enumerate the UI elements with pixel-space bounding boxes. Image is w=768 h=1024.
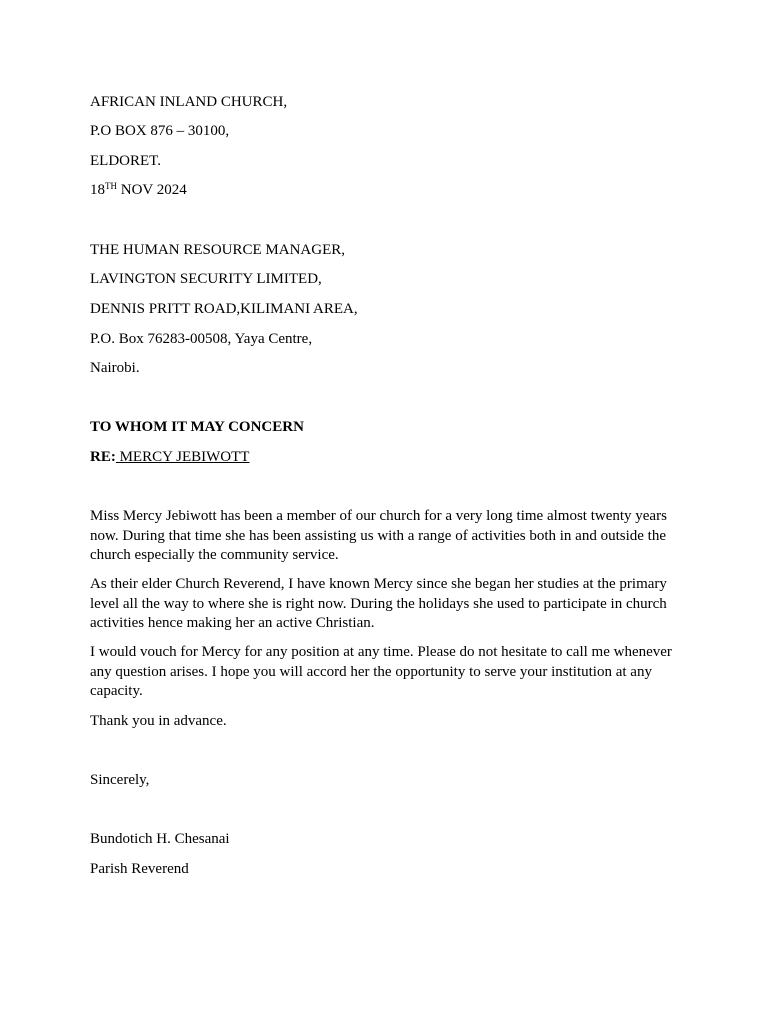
body-paragraph-1: Miss Mercy Jebiwott has been a member of our church for a very long time almost twenty years now. During that time she has been assisting us with a range of activities both in and outside the church especially the community service. [90, 508, 667, 563]
sender-town: ELDORET. [90, 153, 161, 169]
date-rest: NOV 2024 [117, 182, 187, 198]
sender-box: P.O BOX 876 – 30100, [90, 123, 230, 139]
signature-name: Bundotich H. Chesanai [90, 831, 230, 847]
body-paragraph-3: I would vouch for Mercy for any position at any time. Please do not hesitate to call me whenever any question arises. I hope you will accord her the opportunity to serve your institution at any capacity. [90, 644, 672, 699]
body-paragraph-2: As their elder Church Reverend, I have known Mercy since she began her studies at the primary level all the way to where she is right now. During the holidays she used to participate in church activities hence making her an active Christian. [90, 576, 667, 631]
subject-name: MERCY JEBIWOTT [115, 449, 250, 465]
signature-title: Parish Reverend [90, 861, 189, 877]
subject-prefix: RE: [90, 449, 116, 465]
subject-line [90, 448, 249, 466]
closing: Sincerely, [90, 772, 150, 788]
recipient-city: Nairobi. [90, 360, 140, 376]
recipient-box: P.O. Box 76283-00508, Yaya Centre, [90, 331, 313, 347]
recipient-road: DENNIS PRITT ROAD,KILIMANI AREA, [90, 301, 358, 317]
date-day: 18 [90, 182, 105, 198]
letter-date [90, 181, 187, 200]
recipient-company: LAVINGTON SECURITY LIMITED, [90, 271, 322, 287]
recipient-title: THE HUMAN RESOURCE MANAGER, [90, 242, 346, 258]
body-paragraph-4: Thank you in advance. [90, 713, 227, 729]
sender-org: AFRICAN INLAND CHURCH, [90, 94, 288, 110]
salutation: TO WHOM IT MAY CONCERN [90, 419, 304, 435]
date-suffix: TH [105, 181, 117, 191]
